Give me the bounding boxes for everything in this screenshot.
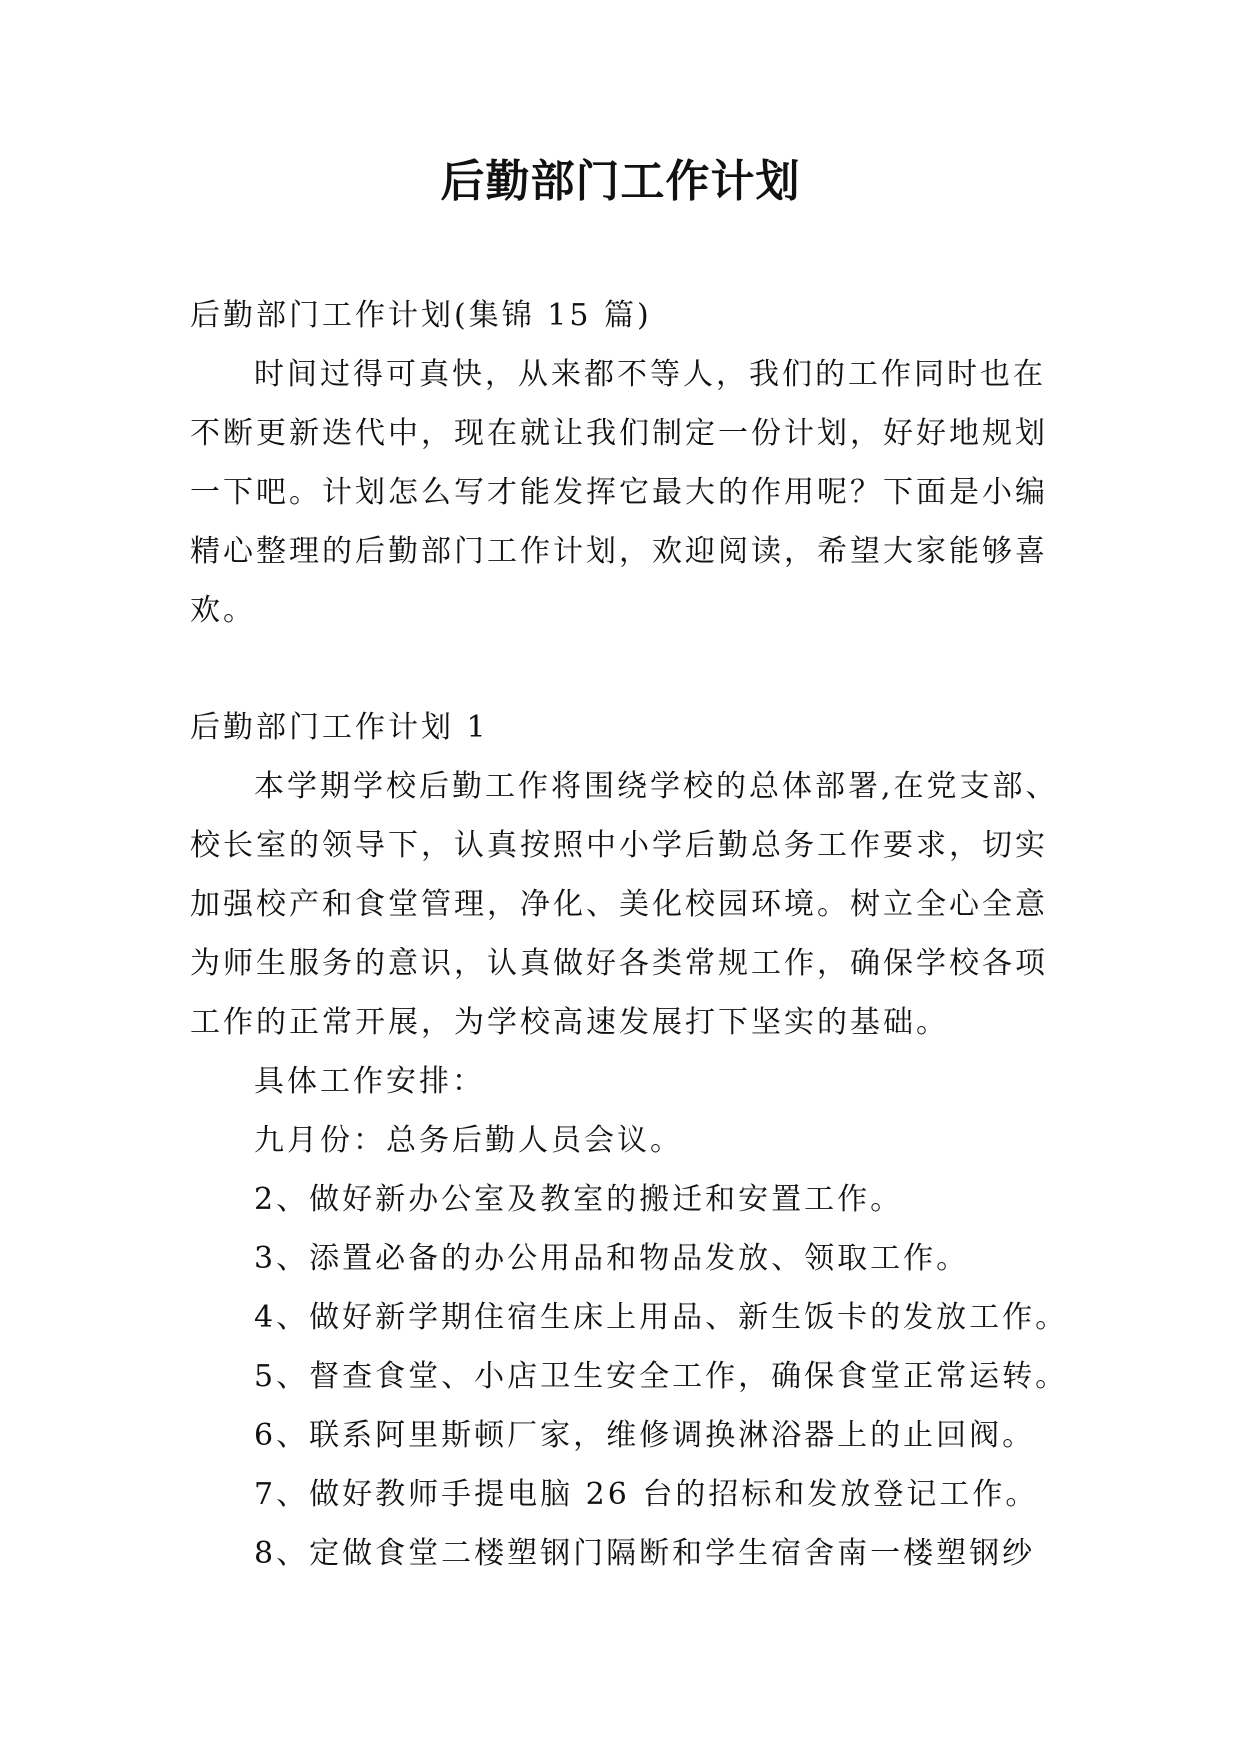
- list-item: 7、做好教师手提电脑 26 台的招标和发放登记工作。: [254, 1477, 1039, 1512]
- subtitle: 后勤部门工作计划(集锦 15 篇): [190, 298, 652, 333]
- intro-line: 不断更新迭代中，现在就让我们制定一份计划，好好地规划: [190, 416, 1048, 451]
- arrangement-label: 具体工作安排：: [254, 1064, 485, 1099]
- intro-line: 时间过得可真快，从来都不等人，我们的工作同时也在: [254, 357, 1046, 392]
- section-heading: 后勤部门工作计划 1: [190, 710, 489, 745]
- intro-line: 欢。: [190, 593, 256, 628]
- section-paragraph-line: 加强校产和食堂管理，净化、美化校园环境。树立全心全意: [190, 887, 1048, 922]
- list-item: 4、做好新学期住宿生床上用品、新生饭卡的发放工作。: [254, 1300, 1069, 1335]
- section-paragraph-line: 工作的正常开展，为学校高速发展打下坚实的基础。: [190, 1005, 949, 1040]
- list-item: 九月份：总务后勤人员会议。: [254, 1123, 683, 1158]
- section-paragraph-line: 为师生服务的意识，认真做好各类常规工作，确保学校各项: [190, 946, 1048, 981]
- list-item: 5、督查食堂、小店卫生安全工作，确保食堂正常运转。: [254, 1359, 1069, 1394]
- intro-line: 一下吧。计划怎么写才能发挥它最大的作用呢？下面是小编: [190, 475, 1048, 510]
- list-item: 6、联系阿里斯顿厂家，维修调换淋浴器上的止回阀。: [254, 1418, 1036, 1453]
- section-paragraph-line: 校长室的领导下，认真按照中小学后勤总务工作要求，切实: [190, 828, 1048, 863]
- list-item: 3、添置必备的办公用品和物品发放、领取工作。: [254, 1241, 970, 1276]
- section-paragraph-line: 本学期学校后勤工作将围绕学校的总体部署,在党支部、: [254, 769, 1059, 804]
- document-body: [190, 286, 1070, 1583]
- document-title: 后勤部门工作计划: [440, 156, 801, 207]
- list-item: 8、定做食堂二楼塑钢门隔断和学生宿舍南一楼塑钢纱: [254, 1536, 1036, 1571]
- paragraph-gap: [190, 640, 1070, 698]
- intro-line: 精心整理的后勤部门工作计划，欢迎阅读，希望大家能够喜: [190, 534, 1048, 569]
- list-item: 2、做好新办公室及教室的搬迁和安置工作。: [254, 1182, 904, 1217]
